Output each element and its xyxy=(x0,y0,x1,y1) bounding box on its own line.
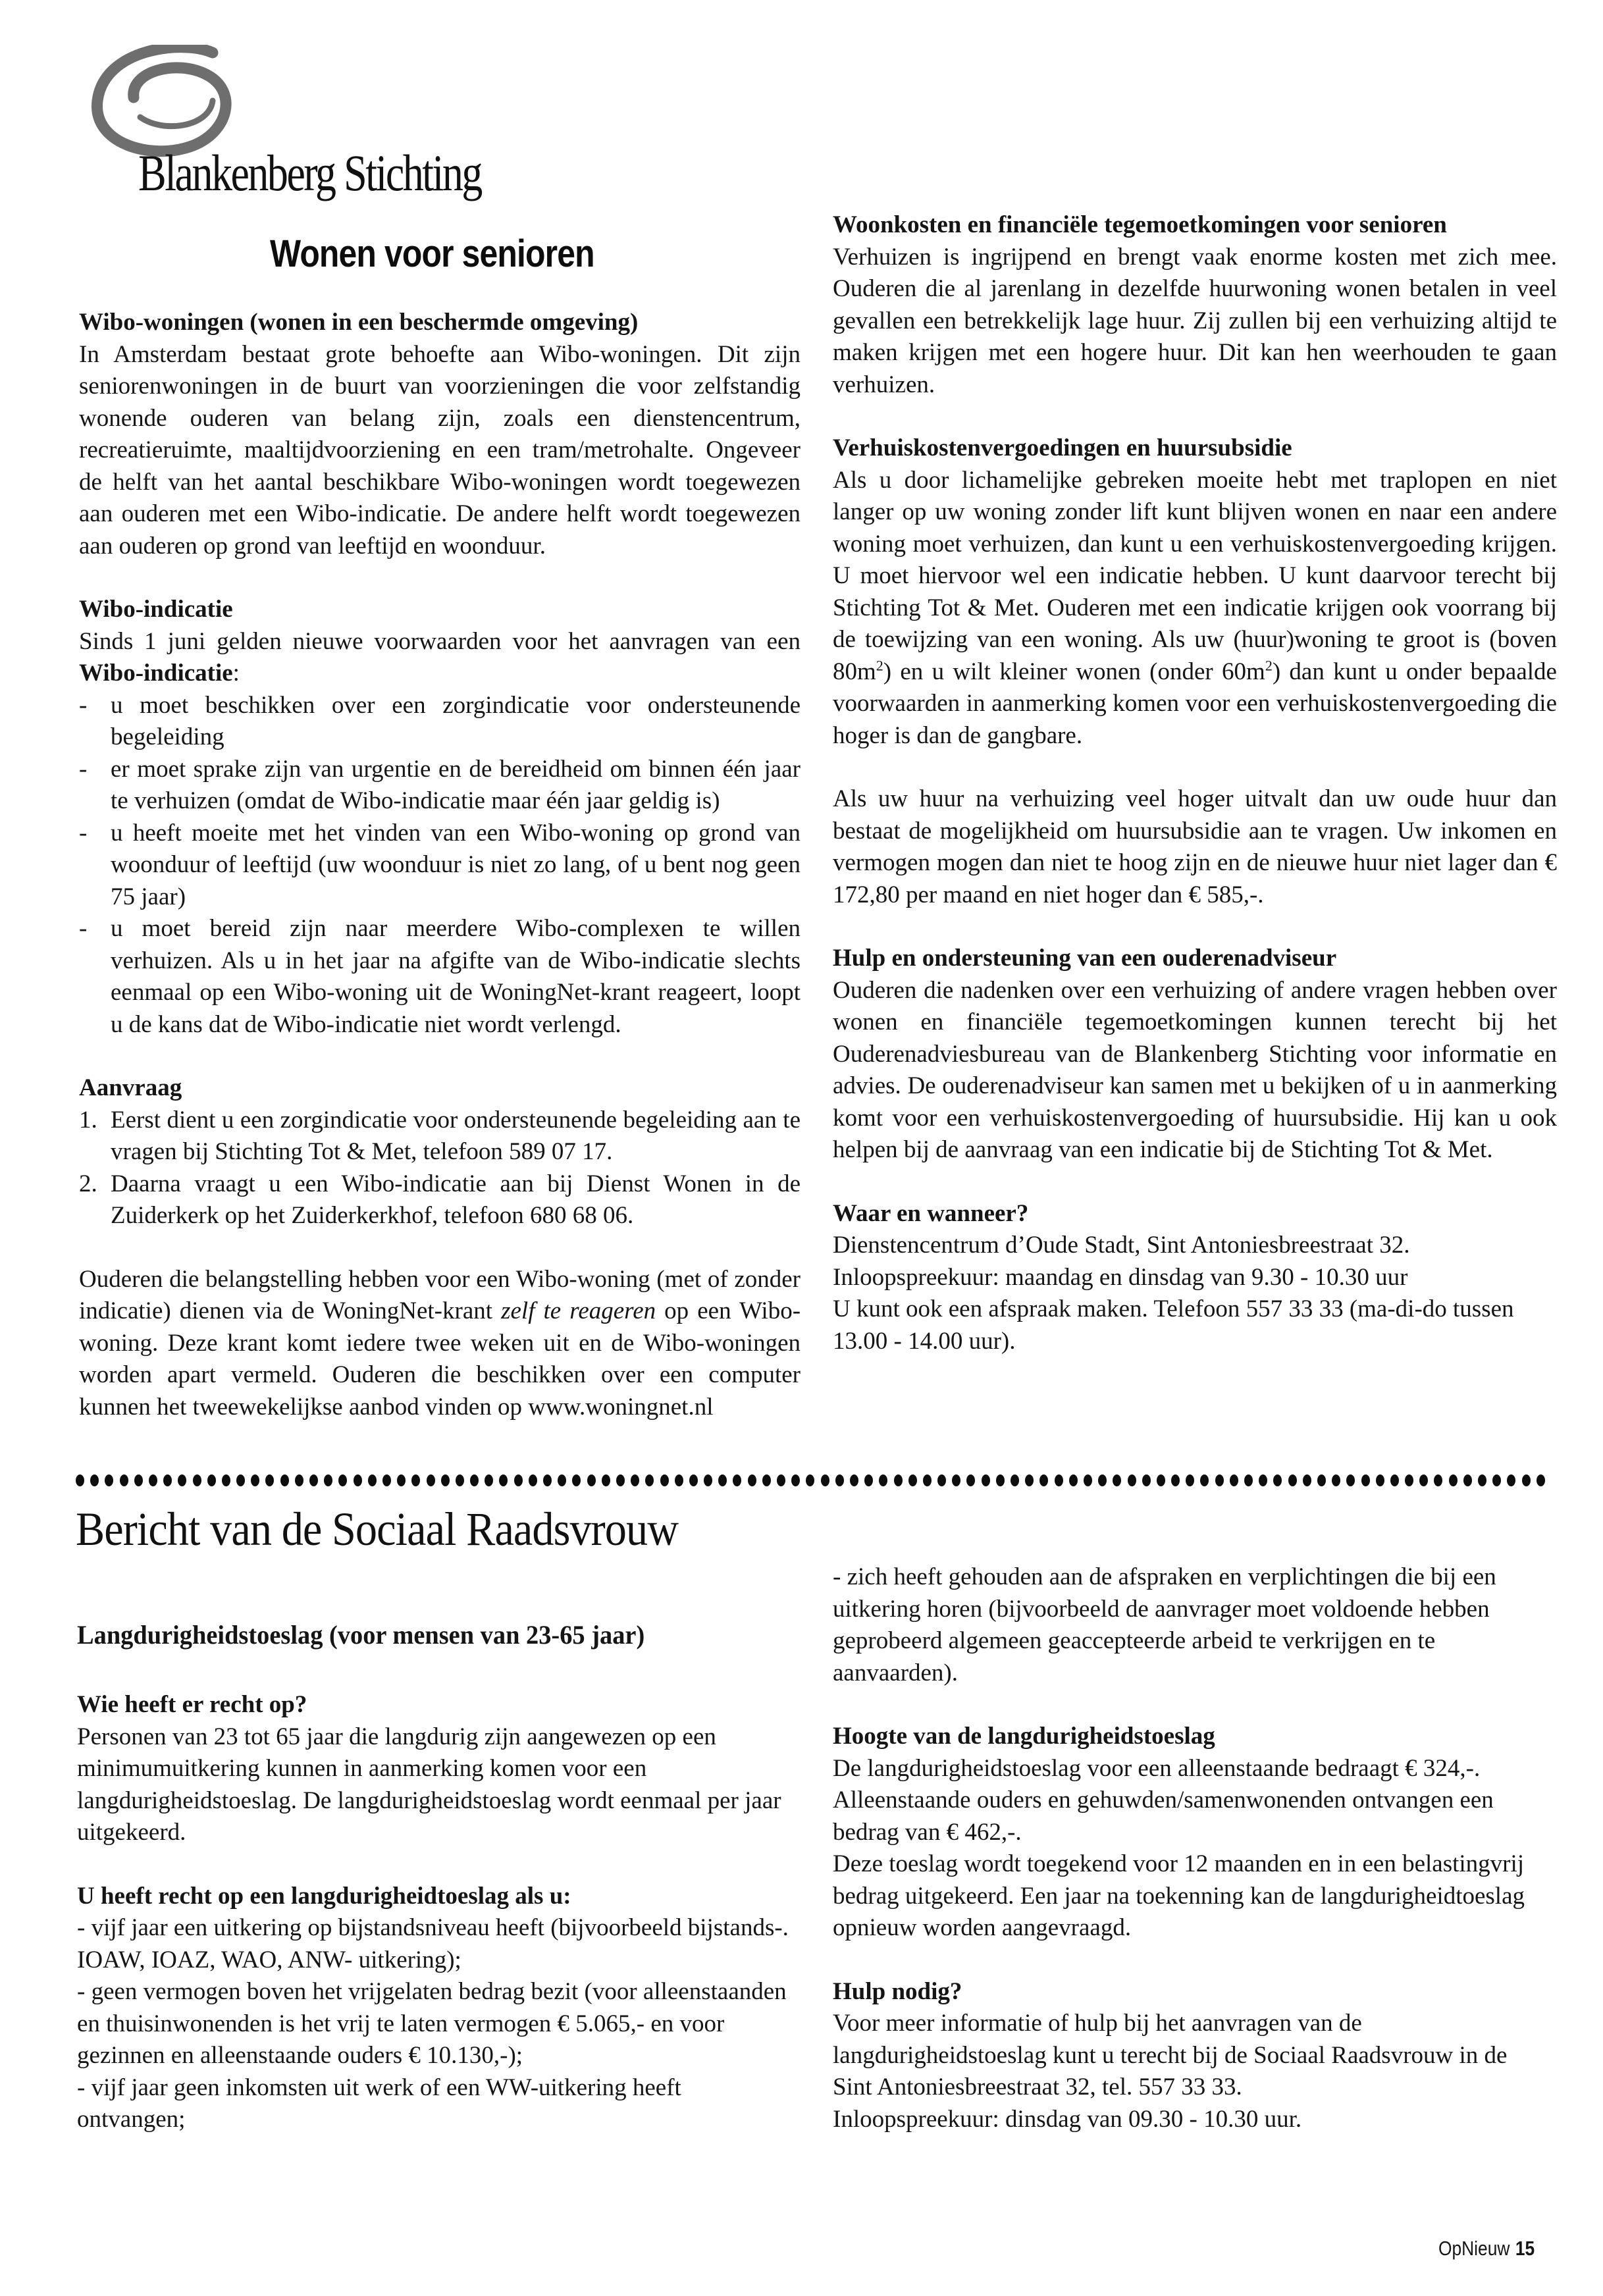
divider-dot xyxy=(645,1474,654,1486)
appointment-line: U kunt ook een afspraak maken. Telefoon 557 33 33 (ma-di-do tussen 13.00 - 14.00 uur). xyxy=(833,1295,1514,1355)
paragraph-hulp-nodig: Voor meer informatie of hulp bij het aanvragen van de langdurigheidstoeslag kunt u terecht bij de Sociaal Raadsvrouw in de Sint Antoniesbreestraat 32, tel. 557 33 33. xyxy=(833,2010,1508,2100)
divider-dot xyxy=(193,1474,201,1486)
divider-dot xyxy=(251,1474,259,1486)
divider-dot xyxy=(485,1474,493,1486)
divider-dot xyxy=(1288,1474,1297,1486)
divider-dot xyxy=(1025,1474,1034,1486)
divider-dot xyxy=(1039,1474,1048,1486)
list-item: 1. Eerst dient u een zorgindicatie voor ondersteunende begeleiding aan te vragen bij Stichting Tot & Met, telefoon 589 07 17. xyxy=(79,1106,801,1165)
divider-dot xyxy=(602,1474,610,1486)
divider-dot xyxy=(1157,1474,1165,1486)
divider-dot xyxy=(558,1474,566,1486)
paragraph-wibo-woningen: In Amsterdam bestaat grote behoefte aan Wibo-woningen. Dit zijn seniorenwoningen in de buurt van voorzieningen die voor zelfstandig wonende ouderen van belang zijn, zoals een dienstencentrum, recreatieruimte, maaltijdvoorziening en een tram/metrohalte. Ongeveer de helft van het aantal beschikbare Wibo-woningen wordt toegewezen aan ouderen met een Wibo-indicatie. De andere helft wordt toegewezen aan ouderen op grond van leeftijd en woonduur. xyxy=(79,340,801,560)
heading-hulp-nodig: Hulp nodig? xyxy=(833,1977,962,2005)
divider-dot xyxy=(514,1474,523,1486)
divider-dot xyxy=(529,1474,537,1486)
divider-dot xyxy=(441,1474,450,1486)
divider-dot xyxy=(1376,1474,1384,1486)
divider-dot xyxy=(718,1474,727,1486)
divider-dot xyxy=(806,1474,814,1486)
divider-dot xyxy=(236,1474,245,1486)
divider-dot xyxy=(1522,1474,1531,1486)
heading-woonkosten: Woonkosten en financiële tegemoetkomingen voor senioren xyxy=(833,211,1447,238)
right-column-bottom xyxy=(833,1561,1540,2135)
heading-hoogte: Hoogte van de langdurigheidstoeslag xyxy=(833,1723,1215,1750)
divider-dot xyxy=(265,1474,274,1486)
divider-dot xyxy=(791,1474,800,1486)
divider-dot xyxy=(1142,1474,1151,1486)
hours-line: Inloopspreekuur: maandag en dinsdag van 9.30 - 10.30 uur xyxy=(833,1263,1408,1291)
divider-dot xyxy=(777,1474,785,1486)
heading-aanvraag: Aanvraag xyxy=(79,1074,182,1101)
divider-dot xyxy=(163,1474,172,1486)
list-item: - u moet bereid zijn naar meerdere Wibo-complexen te willen verhuizen. Als u in het jaar na afgifte van de Wibo-indicatie slechts eenmaal op een Wibo-woning uit de WoningNet-krant reageert, loopt u de kans dat de Wibo-indicatie niet wordt verlengd. xyxy=(79,915,801,1038)
paragraph-verhuiskosten: Als u door lichamelijke gebreken moeite hebt met traplopen en niet langer op uw woning zonder lift kunt blijven wonen en naar een andere woning moet verhuizen, dan kunt u een verhuiskostenvergoeding krijgen. U moet hiervoor wel een indicatie hebben. U kunt daarvoor terecht bij Stichting Tot & Met. Ouderen met een indicatie krijgen ook voorrang bij de toewijzing van een woning. Als uw (huur)woning te groot is (boven $80m^2$) en u wilt kleiner wonen (onder $60m^2$) dan kunt u onder bepaalde voorwaarden in aanmerking komen voor een verhuiskostenvergoeding die hoger is dan de gangbare. xyxy=(833,466,1557,749)
divider-dot xyxy=(879,1474,887,1486)
divider-dot xyxy=(543,1474,552,1486)
list-item: - vijf jaar geen inkomsten uit werk of een WW-uitkering heeft ontvangen; xyxy=(77,2074,681,2133)
divider-dot xyxy=(368,1474,377,1486)
divider-dot xyxy=(587,1474,596,1486)
divider-dot xyxy=(149,1474,157,1486)
divider-dot xyxy=(382,1474,391,1486)
divider-dot xyxy=(178,1474,186,1486)
list-item: - zich heeft gehouden aan de afspraken en verplichtingen die bij een uitkering horen (bijvoorbeeld de aanvrager moet voldoende hebben geprobeerd algemeen geaccepteerde arbeid te verkrijgen en te aanvaarden). xyxy=(833,1563,1496,1686)
paragraph-hoogte-amounts: De langdurigheidstoeslag voor een alleenstaande bedraagt € 324,-. Alleenstaande ouders en gehuwden/samenwonenden ontvangen een bedrag van € 462,-. xyxy=(833,1754,1494,1846)
divider-dot xyxy=(675,1474,683,1486)
divider-dot xyxy=(1244,1474,1253,1486)
heading-recht-als-u: U heeft recht op een langdurigheidtoeslag als u: xyxy=(77,1882,571,1910)
divider-dot xyxy=(1098,1474,1107,1486)
divider-dot xyxy=(120,1474,128,1486)
divider-dot xyxy=(689,1474,698,1486)
divider-dot xyxy=(762,1474,771,1486)
divider-dot xyxy=(1186,1474,1194,1486)
paragraph-woonkosten: Verhuizen is ingrijpend en brengt vaak enorme kosten met zich mee. Ouderen die al jarenlang in dezelfde huurwoning wonen betalen in veel gevallen een betrekkelijk lage huur. Zij zullen bij een verhuizing altijd te maken krijgen met een hogere huur. Dit kan hen weerhouden te gaan verhuizen. xyxy=(833,243,1557,398)
paragraph-huursubsidie: Als uw huur na verhuizing veel hoger uitvalt dan uw oude huur dan bestaat de mogelijkheid om huursubsidie aan te vragen. Uw inkomen en vermogen mogen dan niet te hoog zijn en de nieuwe huur niet lager dan € 172,80 per maand en niet hoger dan € 585,-. xyxy=(833,785,1557,908)
section-title: Wonen voor senioren xyxy=(270,232,594,275)
divider-dot xyxy=(76,1474,84,1486)
right-column-top-content xyxy=(833,209,1557,1357)
divider-dot xyxy=(704,1474,712,1486)
divider-dot xyxy=(309,1474,318,1486)
divider-dot xyxy=(1463,1474,1472,1486)
divider-dot xyxy=(1405,1474,1413,1486)
heading-ouderenadviseur: Hulp en ondersteuning van een ouderenadviseur xyxy=(833,945,1337,972)
heading-waar-en-wanneer: Waar en wanneer? xyxy=(833,1199,1029,1227)
divider-dot xyxy=(1434,1474,1442,1486)
divider-dot xyxy=(982,1474,990,1486)
list-item: - u moet beschikken over een zorgindicatie voor ondersteunende begeleiding xyxy=(79,691,801,750)
divider-dot xyxy=(850,1474,858,1486)
divider-dot xyxy=(1200,1474,1209,1486)
divider-dot xyxy=(1303,1474,1311,1486)
divider-dot xyxy=(748,1474,756,1486)
list-item: - er moet sprake zijn van urgentie en de bereidheid om binnen één jaar te verhuizen (omdat de Wibo-indicatie maar één jaar geldig is) xyxy=(79,755,801,814)
divider-dot xyxy=(660,1474,669,1486)
divider-dot xyxy=(470,1474,479,1486)
divider-dot xyxy=(499,1474,508,1486)
divider-dot xyxy=(733,1474,741,1486)
divider-dot xyxy=(324,1474,332,1486)
left-column-bottom xyxy=(77,1689,795,2136)
divider-dot xyxy=(1069,1474,1078,1486)
divider-dot xyxy=(996,1474,1005,1486)
divider-dot xyxy=(1230,1474,1238,1486)
divider-dot xyxy=(1011,1474,1019,1486)
divider-dot xyxy=(631,1474,639,1486)
page-footer xyxy=(1438,2237,1535,2260)
paragraph-wibo-indicatie-intro: Sinds 1 juni gelden nieuwe voorwaarden voor het aanvragen van een Wibo-indicatie: xyxy=(79,627,801,687)
dotted-divider xyxy=(76,1474,1557,1494)
divider-dot xyxy=(280,1474,289,1486)
divider-dot xyxy=(1361,1474,1370,1486)
bericht-subtitle: Langdurigheidstoeslag (voor mensen van 23-65 jaar) xyxy=(77,1620,645,1650)
wibo-conditions-list xyxy=(79,690,801,1041)
divider-dot xyxy=(1317,1474,1326,1486)
divider-dot xyxy=(134,1474,143,1486)
divider-dot xyxy=(222,1474,230,1486)
brand-name: Blankenberg Stichting xyxy=(138,144,481,201)
heading-wibo-indicatie: Wibo-indicatie xyxy=(79,596,233,623)
bericht-title: Bericht van de Sociaal Raadsvrouw xyxy=(76,1503,679,1555)
divider-dot xyxy=(1273,1474,1282,1486)
divider-dot xyxy=(1259,1474,1267,1486)
divider-dot xyxy=(864,1474,873,1486)
paragraph-aanvraag-closing: Ouderen die belangstelling hebben voor een Wibo-woning (met of zonder indicatie) dienen via de WoningNet-krant zelf te reageren op een Wibo-woning. Deze krant komt iedere twee weken uit en de Wibo-woningen worden apart vermeld. Ouderen die beschikken over een computer kunnen het tweewekelijkse aanbod vinden op www.woningnet.nl xyxy=(79,1265,801,1421)
divider-dot xyxy=(1171,1474,1180,1486)
heading-verhuiskosten: Verhuiskostenvergoedingen en huursubsidie xyxy=(833,434,1292,461)
divider-dot xyxy=(1492,1474,1501,1486)
divider-dot xyxy=(1128,1474,1136,1486)
divider-dot xyxy=(908,1474,917,1486)
divider-dot xyxy=(1449,1474,1458,1486)
list-item: - geen vermogen boven het vrijgelaten bedrag bezit (voor alleenstaanden en thuisinwonenden is het vrij te laten vermogen € 5.065,- en voor gezinnen en alleenstaande ouders € 10.130,-); xyxy=(77,1978,787,2069)
address-line: Dienstencentrum d’Oude Stadt, Sint Antoniesbreestraat 32. xyxy=(833,1232,1410,1259)
divider-dot xyxy=(427,1474,435,1486)
list-item: - vijf jaar een uitkering op bijstandsniveau heeft (bijvoorbeeld bijstands-. IOAW, IOAZ, WAO, ANW- uitkering); xyxy=(77,1914,789,1973)
paragraph-hoogte-duration: Deze toeslag wordt toegekend voor 12 maanden en in een belastingvrij bedrag uitgekeerd. Een jaar na toekenning kan de langdurigheidtoeslag opnieuw worden aangevraagd. xyxy=(833,1850,1525,1941)
divider-dot xyxy=(105,1474,113,1486)
divider-dot xyxy=(354,1474,362,1486)
left-column-top xyxy=(79,307,801,1423)
divider-dot xyxy=(821,1474,829,1486)
divider-dot xyxy=(207,1474,216,1486)
divider-dot xyxy=(894,1474,903,1486)
aanvraag-steps-list xyxy=(79,1105,801,1232)
divider-dot xyxy=(1332,1474,1340,1486)
divider-dot xyxy=(937,1474,946,1486)
divider-dot xyxy=(1507,1474,1515,1486)
heading-wie-heeft-recht: Wie heeft er recht op? xyxy=(77,1691,307,1718)
page-number: 15 xyxy=(1515,2237,1535,2260)
divider-dot xyxy=(1113,1474,1121,1486)
divider-dot xyxy=(1537,1474,1545,1486)
divider-dot xyxy=(411,1474,420,1486)
heading-wibo-woningen: Wibo-woningen (wonen in een beschermde omgeving) xyxy=(79,309,639,336)
list-item: 2. Daarna vraagt u een Wibo-indicatie aan bij Dienst Wonen in de Zuiderkerk op het Zuiderkerkhof, telefoon 680 68 06. xyxy=(79,1170,801,1229)
divider-dot xyxy=(295,1474,303,1486)
hours-line: Inloopspreekuur: dinsdag van 09.30 - 10.30 uur. xyxy=(833,2105,1302,2133)
divider-dot xyxy=(616,1474,625,1486)
divider-dot xyxy=(966,1474,975,1486)
divider-dot xyxy=(1390,1474,1399,1486)
divider-dot xyxy=(923,1474,932,1486)
divider-dot xyxy=(572,1474,581,1486)
paragraph-ouderenadviseur: Ouderen die nadenken over een verhuizing of andere vragen hebben over wonen en financiële tegemoetkomingen kunnen terecht bij het Ouderenadviesbureau van de Blankenberg Stichting voor informatie en advies. De ouderenadviseur kan samen met u bekijken of u in aanmerking komt voor een verhuiskostenvergoeding of huursubsidie. Hij kan u ook helpen bij de aanvraag van een indicatie bij de Stichting Tot & Met. xyxy=(833,976,1557,1163)
divider-dot xyxy=(338,1474,347,1486)
list-item: - u heeft moeite met het vinden van een Wibo-woning op grond van woonduur of leeftijd (uw woonduur is niet zo lang, of u bent nog geen 75 jaar) xyxy=(79,819,801,910)
magazine-name: OpNieuw xyxy=(1438,2237,1510,2260)
divider-dot xyxy=(952,1474,960,1486)
divider-dot xyxy=(1419,1474,1428,1486)
paragraph-wie-heeft-recht: Personen van 23 tot 65 jaar die langdurig zijn aangewezen op een minimumuitkering kunnen in aanmerking komen voor een langdurigheidstoeslag. De langdurigheidstoeslag wordt eenmaal per jaar uitgekeerd. xyxy=(77,1723,781,1846)
divider-dot xyxy=(835,1474,844,1486)
divider-dot xyxy=(90,1474,99,1486)
divider-dot xyxy=(1346,1474,1355,1486)
divider-dot xyxy=(1084,1474,1092,1486)
divider-dot xyxy=(1478,1474,1486,1486)
divider-dot xyxy=(456,1474,464,1486)
divider-dot xyxy=(1215,1474,1224,1486)
divider-dot xyxy=(397,1474,406,1486)
divider-dot xyxy=(1055,1474,1063,1486)
